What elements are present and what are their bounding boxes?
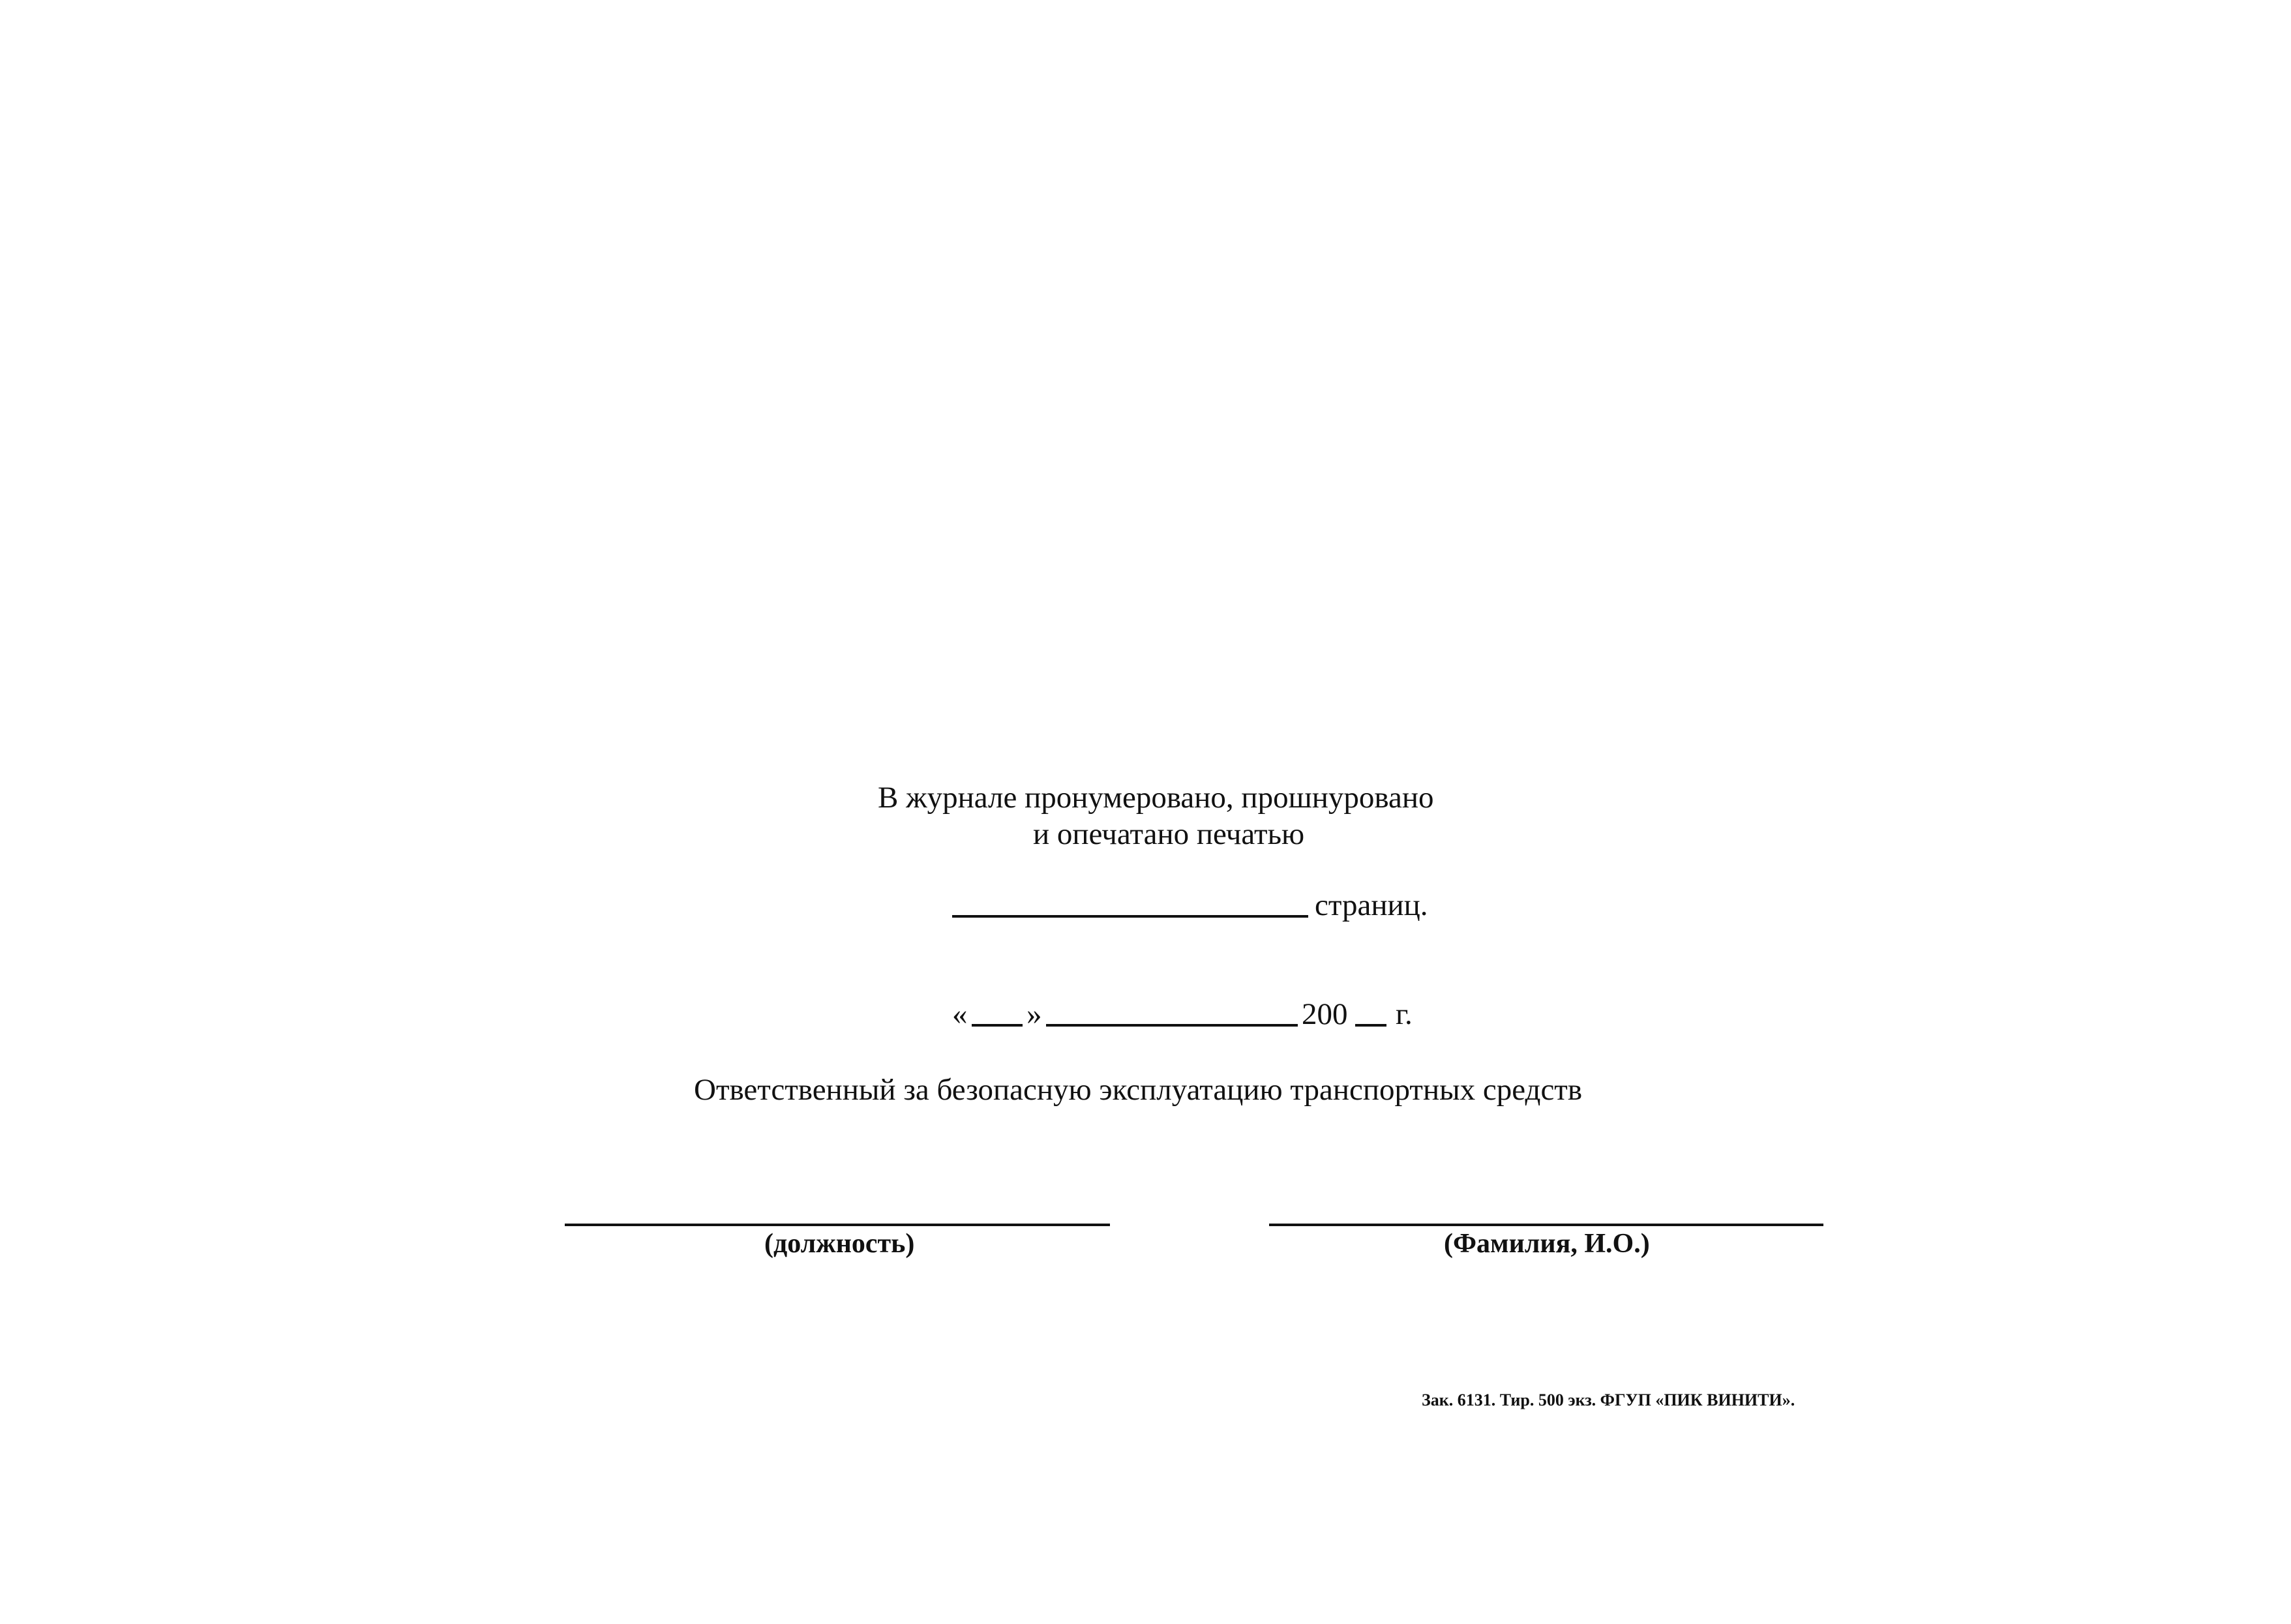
pages-suffix-label: страниц. — [1315, 888, 1428, 922]
year-suffix: г. — [1396, 997, 1413, 1031]
day-blank-line — [972, 1024, 1023, 1027]
certification-line-1: В журнале пронумеровано, прошнуровано — [878, 781, 1434, 815]
position-caption: (должность) — [764, 1229, 915, 1259]
position-blank-line — [565, 1224, 1110, 1226]
responsible-title: Ответственный за безопасную эксплуатацию транспортных средств — [694, 1073, 1583, 1107]
year-blank-line — [1355, 1024, 1386, 1027]
printing-imprint: Зак. 6131. Тир. 500 экз. ФГУП «ПИК ВИНИТИ». — [1422, 1391, 1795, 1409]
date-close-quote: » — [1026, 997, 1042, 1031]
certification-line-2: и опечатано печатью — [1033, 817, 1305, 851]
month-blank-line — [1046, 1024, 1298, 1027]
name-blank-line — [1269, 1224, 1823, 1226]
date-open-quote: « — [952, 997, 968, 1031]
pages-count-blank-line — [952, 915, 1308, 918]
year-prefix: 200 — [1302, 997, 1348, 1031]
name-caption: (Фамилия, И.О.) — [1444, 1229, 1650, 1259]
